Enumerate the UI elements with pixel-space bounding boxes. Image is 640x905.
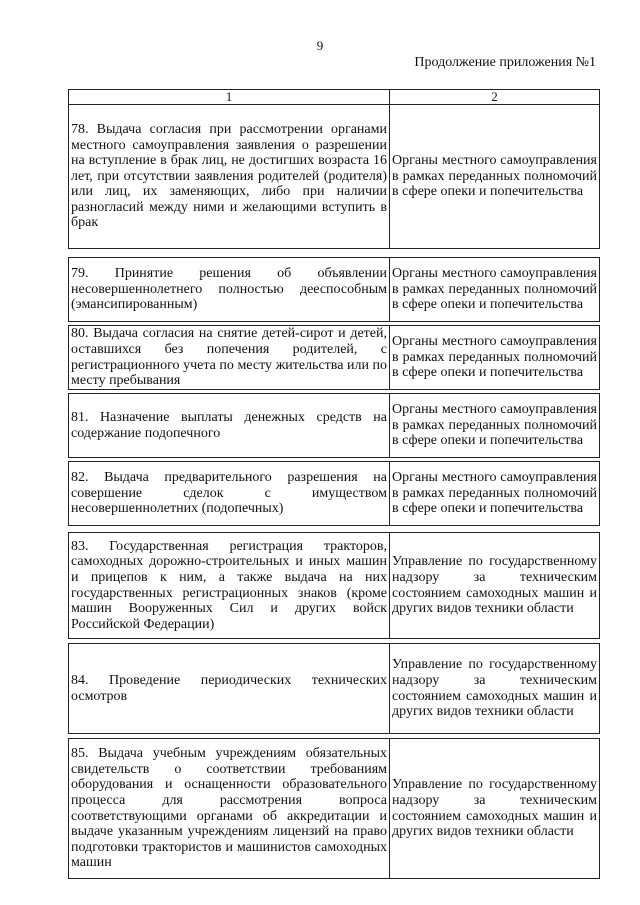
authority-cell: Органы местного самоуправления в рамках переданных полномочий в сфере опеки и попечительства <box>390 258 600 322</box>
row-spacer <box>69 526 600 533</box>
authority-cell: Органы местного самоуправления в рамках переданных полномочий в сфере опеки и попечительства <box>390 326 600 390</box>
table-row <box>69 644 600 734</box>
service-cell: 85. Выдача учебным учреждениям обязательных свидетельств о соответствии требованиям оборудования и оснащенности образовательного процесса для рассмотрения вопроса соответствующими органами об аккредитации и выдаче указанным учреждениям лицензий на право подготовки трактористов и машинистов самоходных машин <box>69 739 390 879</box>
table-row <box>69 394 600 458</box>
row-spacer <box>69 249 600 258</box>
service-cell: 81. Назначение выплаты денежных средств на содержание подопечного <box>69 394 390 458</box>
services-table <box>68 89 600 879</box>
authority-cell: Управление по государственному надзору за техническим состоянием самоходных машин и других видов техники области <box>390 644 600 734</box>
authority-cell: Органы местного самоуправления в рамках переданных полномочий в сфере опеки и попечительства <box>390 394 600 458</box>
table-row <box>69 258 600 322</box>
appendix-continuation-note: Продолжение приложения №1 <box>414 55 596 70</box>
authority-cell: Управление по государственному надзору за техническим состоянием самоходных машин и других видов техники области <box>390 533 600 639</box>
service-cell: 83. Государственная регистрация тракторов, самоходных дорожно-строительных и иных машин и прицепов к ним, а также выдача на них государственных регистрационных знаков (кроме машин Вооруженных Сил и других войск Российской Федерации) <box>69 533 390 639</box>
service-cell: 80. Выдача согласия на снятие детей-сирот и детей, оставшихся без попечения родителей, с регистрационного учета по месту жительства или по месту пребывания <box>69 326 390 390</box>
table-header-row <box>69 90 600 105</box>
column-header-2: 2 <box>390 90 600 105</box>
service-cell: 84. Проведение периодических технических осмотров <box>69 644 390 734</box>
table-row <box>69 533 600 639</box>
service-cell: 78. Выдача согласия при рассмотрении органами местного самоуправления заявления о разрешении на вступление в брак лиц, не достигших возраста 16 лет, при отсутствии заявления родителей (родителя) или лиц, их заменяющих, либо при наличии разногласий между ними и желающими вступить в брак <box>69 105 390 249</box>
table-row <box>69 326 600 390</box>
table-row <box>69 462 600 526</box>
service-cell: 82. Выдача предварительного разрешения на совершение сделок с имуществом несовершеннолетних (подопечных) <box>69 462 390 526</box>
table-row <box>69 739 600 879</box>
authority-cell: Органы местного самоуправления в рамках переданных полномочий в сфере опеки и попечительства <box>390 105 600 249</box>
page-number: 9 <box>316 38 324 53</box>
column-header-1: 1 <box>69 90 390 105</box>
table-row <box>69 105 600 249</box>
service-cell: 79. Принятие решения об объявлении несовершеннолетнего полностью дееспособным (эмансипированным) <box>69 258 390 322</box>
authority-cell: Управление по государственному надзору за техническим состоянием самоходных машин и других видов техники области <box>390 739 600 879</box>
authority-cell: Органы местного самоуправления в рамках переданных полномочий в сфере опеки и попечительства <box>390 462 600 526</box>
